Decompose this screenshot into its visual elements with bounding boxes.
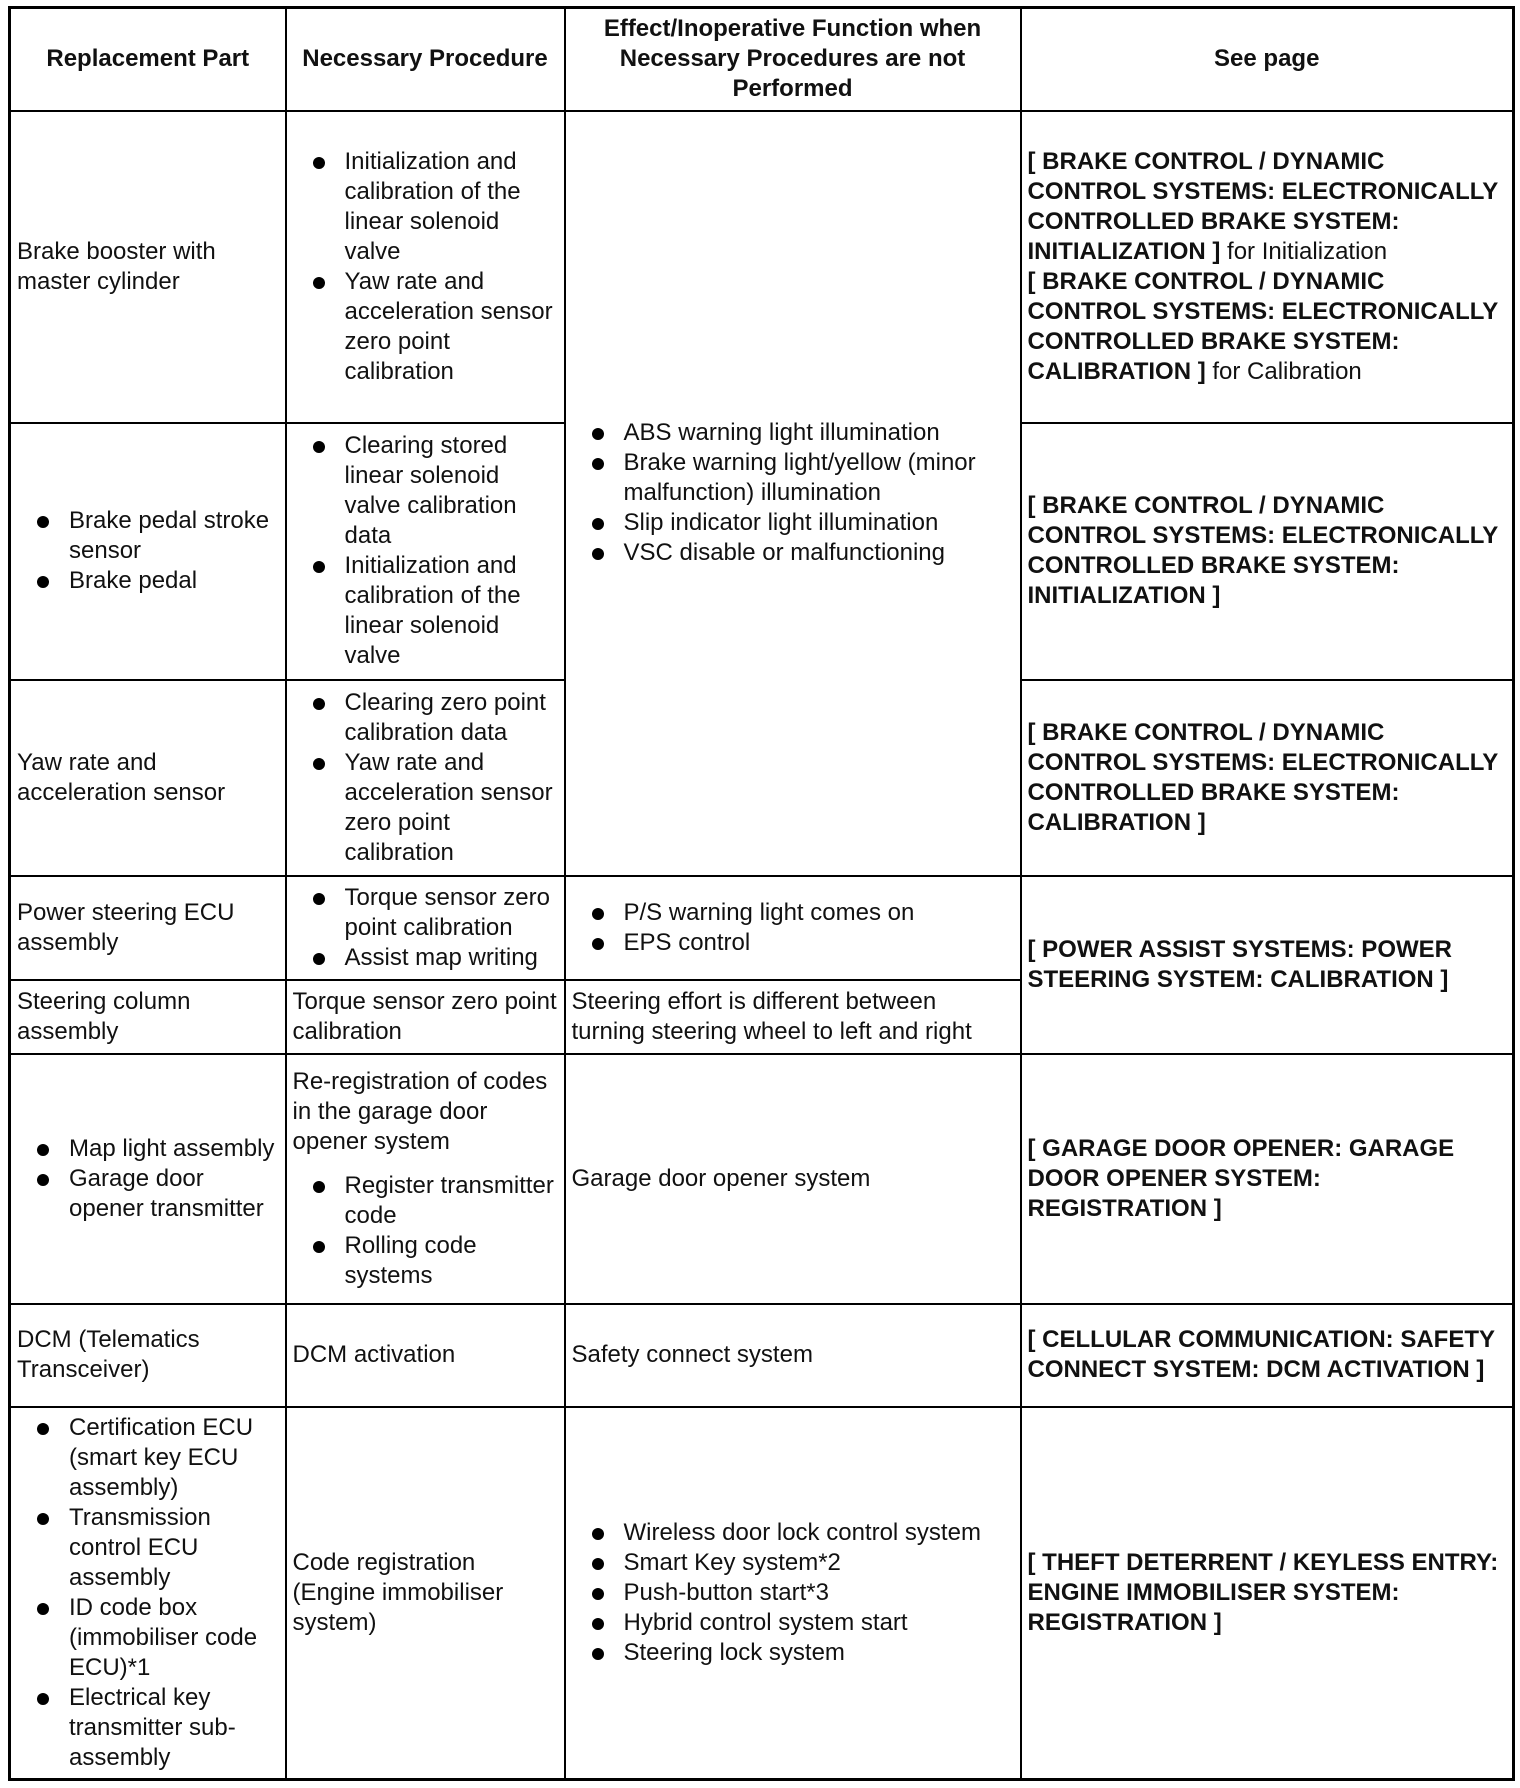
see-page-cell — [1021, 876, 1514, 1054]
list-item: Smart Key system*2 — [590, 1548, 1014, 1578]
list-item: Transmission control ECU assembly — [35, 1503, 279, 1593]
part-cell — [10, 423, 286, 680]
table-row — [10, 1304, 1514, 1407]
list-item: Yaw rate and acceleration sensor zero point calibration — [311, 748, 558, 868]
list-item: Clearing zero point calibration data — [311, 688, 558, 748]
procedure-cell — [286, 680, 565, 876]
part-cell: Power steering ECU assembly — [10, 876, 286, 980]
effect-cell — [565, 1407, 1021, 1780]
list-item: Assist map writing — [311, 943, 558, 973]
table-row — [10, 1054, 1514, 1304]
page-reference: [ BRAKE CONTROL / DYNAMIC CONTROL SYSTEMS: ELECTRONICALLY CONTROLLED BRAKE SYSTEM: CALIBRATION ] — [1027, 718, 1498, 836]
see-page-cell — [1021, 423, 1514, 680]
part-cell: Brake booster with master cylinder — [10, 111, 286, 423]
procedure-cell — [286, 423, 565, 680]
list-item: Rolling code systems — [311, 1231, 558, 1291]
list-item: P/S warning light comes on — [590, 898, 1014, 928]
list-item: Certification ECU (smart key ECU assembly) — [35, 1413, 279, 1503]
header-row — [10, 8, 1514, 111]
list-item: Torque sensor zero point calibration — [311, 883, 558, 943]
list-item: Electrical key transmitter sub-assembly — [35, 1683, 279, 1773]
procedure-cell: DCM activation — [286, 1304, 565, 1407]
header-see-page: See page — [1021, 8, 1514, 111]
list-item: Brake warning light/yellow (minor malfunction) illumination — [590, 448, 1014, 508]
effect-cell: Garage door opener system — [565, 1054, 1021, 1304]
page-reference: [ POWER ASSIST SYSTEMS: POWER STEERING SYSTEM: CALIBRATION ] — [1027, 935, 1452, 993]
list-item: Hybrid control system start — [590, 1608, 1014, 1638]
list-item: Initialization and calibration of the linear solenoid valve — [311, 147, 558, 267]
part-cell: DCM (Telematics Transceiver) — [10, 1304, 286, 1407]
procedure-cell — [286, 1054, 565, 1304]
list-item: Brake pedal stroke sensor — [35, 506, 279, 566]
list-item: Steering lock system — [590, 1638, 1014, 1668]
table-row — [10, 1407, 1514, 1780]
header-replacement-part: Replacement Part — [10, 8, 286, 111]
see-page-cell — [1021, 1407, 1514, 1780]
effect-cell: Steering effort is different between turning steering wheel to left and right — [565, 980, 1021, 1054]
effect-cell — [565, 876, 1021, 980]
list-item: Yaw rate and acceleration sensor zero point calibration — [311, 267, 558, 387]
list-item: Slip indicator light illumination — [590, 508, 1014, 538]
page-reference: [ GARAGE DOOR OPENER: GARAGE DOOR OPENER SYSTEM: REGISTRATION ] — [1027, 1134, 1455, 1222]
procedure-cell — [286, 876, 565, 980]
procedure-cell — [286, 111, 565, 423]
effect-cell: Safety connect system — [565, 1304, 1021, 1407]
page-reference: [ CELLULAR COMMUNICATION: SAFETY CONNECT SYSTEM: DCM ACTIVATION ] — [1027, 1326, 1495, 1383]
part-cell — [10, 1054, 286, 1304]
see-page-cell — [1021, 111, 1514, 423]
page-reference: [ BRAKE CONTROL / DYNAMIC CONTROL SYSTEMS: ELECTRONICALLY CONTROLLED BRAKE SYSTEM: INITIALIZATION ] for Initialization — [1027, 147, 1498, 265]
list-item: Initialization and calibration of the linear solenoid valve — [311, 551, 558, 671]
list-item: Clearing stored linear solenoid valve calibration data — [311, 431, 558, 551]
procedure-cell: Torque sensor zero point calibration — [286, 980, 565, 1054]
page-reference: [ THEFT DETERRENT / KEYLESS ENTRY: ENGINE IMMOBILISER SYSTEM: REGISTRATION ] — [1027, 1548, 1499, 1636]
see-page-cell — [1021, 680, 1514, 876]
header-necessary-procedure: Necessary Procedure — [286, 8, 565, 111]
list-item: EPS control — [590, 928, 1014, 958]
table-row — [10, 111, 1514, 423]
procedure-table — [8, 6, 1515, 1781]
header-effect: Effect/Inoperative Function when Necessary Procedures are not Performed — [565, 8, 1021, 111]
table-row — [10, 876, 1514, 980]
brake-effect-cell — [565, 111, 1021, 876]
page-reference: [ BRAKE CONTROL / DYNAMIC CONTROL SYSTEMS: ELECTRONICALLY CONTROLLED BRAKE SYSTEM: INITIALIZATION ] — [1027, 492, 1498, 609]
list-item: Wireless door lock control system — [590, 1518, 1014, 1548]
list-item: VSC disable or malfunctioning — [590, 538, 1014, 568]
list-item: ID code box (immobiliser code ECU)*1 — [35, 1593, 279, 1683]
see-page-cell — [1021, 1304, 1514, 1407]
part-cell — [10, 1407, 286, 1780]
procedure-cell: Code registration (Engine immobiliser system) — [286, 1407, 565, 1780]
see-page-cell — [1021, 1054, 1514, 1304]
list-item: ABS warning light illumination — [590, 418, 1014, 448]
part-cell: Yaw rate and acceleration sensor — [10, 680, 286, 876]
page-reference: [ BRAKE CONTROL / DYNAMIC CONTROL SYSTEMS: ELECTRONICALLY CONTROLLED BRAKE SYSTEM: CALIBRATION ] for Calibration — [1027, 267, 1498, 385]
list-item: Map light assembly — [35, 1134, 279, 1164]
list-item: Garage door opener transmitter — [35, 1164, 279, 1224]
list-item: Push-button start*3 — [590, 1578, 1014, 1608]
list-item: Register transmitter code — [311, 1171, 558, 1231]
list-item: Brake pedal — [35, 566, 279, 596]
procedure-intro: Re-registration of codes in the garage door opener system — [292, 1067, 548, 1155]
part-cell: Steering column assembly — [10, 980, 286, 1054]
